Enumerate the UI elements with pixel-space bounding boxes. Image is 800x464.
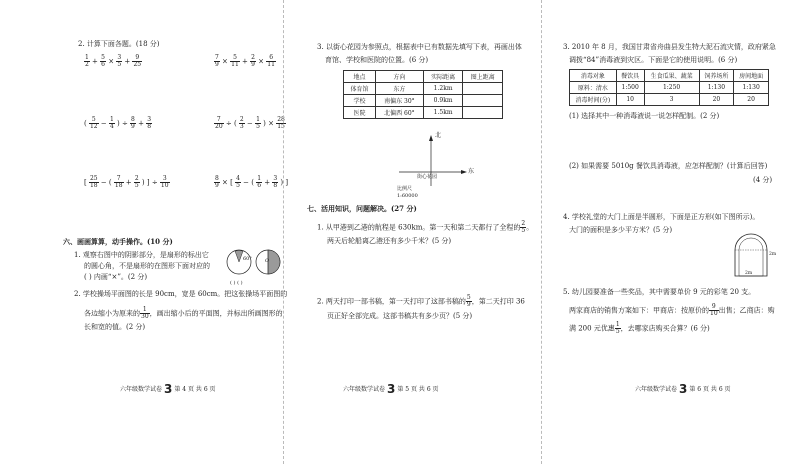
- table-cell: 20: [734, 94, 769, 106]
- q6-1-line2: 的圆心角，不是扇形的在图形下面对应的: [84, 262, 210, 270]
- sector-angle-label: 60°: [243, 256, 252, 262]
- table-header-cell: 生食瓜果、蔬菜: [644, 70, 699, 82]
- disinfectant-table: [569, 69, 769, 106]
- q3-line2: 育馆、学校和医院的位置。(6 分): [325, 56, 429, 64]
- table-cell: 北偏西 60°: [375, 107, 423, 119]
- door-height-label: 2m: [769, 252, 777, 257]
- section6-title: 六、画画算算，动手操作。(10 分): [63, 237, 173, 246]
- table-header-cell: 方向: [375, 71, 423, 83]
- answer-cell[interactable]: [463, 107, 503, 119]
- table-cell: 20: [699, 94, 734, 106]
- q6-2-line3: 长和宽的值。(2 分): [84, 323, 146, 331]
- circle-center-label: O: [265, 258, 270, 264]
- table-header-cell: 餐饮具: [616, 70, 644, 82]
- page-footer: 六年级数学试卷 3 第 5 页 共 6 页: [343, 382, 439, 396]
- table-header-cell: 实际距离: [423, 71, 463, 83]
- table-header-row: [570, 70, 769, 82]
- table-header-cell: 图上距离: [463, 71, 503, 83]
- scale-label: 比例尺: [397, 186, 413, 192]
- table-cell: 消毒时间(分): [570, 94, 617, 106]
- calc-row2-left: ( $\frac{5}{12}$ − $\frac{1}{4}$ ) ÷ $\frac{8}{9}$ + $\frac{3}{8}$: [84, 116, 152, 130]
- east-label: 东: [468, 168, 475, 175]
- page-footer: 六年级数学试卷 3 第 6 页 共 6 页: [635, 382, 731, 396]
- q6-1-line1: 1. 观察右图中的阴影部分，是扇形的标出它: [74, 251, 209, 259]
- table-header-cell: 消毒对象: [570, 70, 617, 82]
- table-row: [570, 82, 769, 94]
- table-cell: 1:130: [734, 82, 769, 94]
- table-header-row: [344, 71, 503, 83]
- q6-1-line3: ( ) 内画“×”。(2 分): [84, 273, 148, 281]
- table-row: [344, 107, 503, 119]
- table-row: [344, 83, 503, 95]
- q3-sub1: (1) 选择其中一种消毒液说一说怎样配制。(2 分): [569, 112, 720, 120]
- q6-2-line1: 2. 学校操场平面图的长是 90cm，宽是 60cm。把这张操场平面图的: [74, 290, 288, 298]
- table-cell: 东方: [375, 83, 423, 95]
- table-cell: 1:500: [616, 82, 644, 94]
- table-header-cell: 房间地面: [734, 70, 769, 82]
- q6-2-line2: 各边缩小为原来的 $\frac{1}{30}$ ，画出缩小后的平面图，并标出所画图形的: [84, 306, 283, 320]
- north-label: 北: [435, 132, 442, 139]
- q3-line2: 调拨“84”消毒液到灾区。下面是它的使用说明。(6 分): [569, 56, 738, 64]
- table-cell: 1.5km: [423, 107, 463, 119]
- q5-line1: 5. 幼儿园要准备一些奖品，其中需要单价 9 元的彩笔 20 支。: [563, 288, 756, 296]
- table-header-cell: 地点: [344, 71, 376, 83]
- q7-2-line2: 页正好全部完成。这部书稿共有多少页？(5 分): [327, 312, 473, 320]
- center-label: 街心花园: [417, 174, 438, 180]
- scale-value: 1:60000: [397, 193, 418, 199]
- table-cell: 1.2km: [423, 83, 463, 95]
- q7-1-line2: 两天后轮船离乙港还有多少千米？(5 分): [327, 237, 452, 245]
- calc-row3-right: $\frac{8}{9}$ × [ $\frac{4}{5}$ − ( $\frac{1}{6}$ + $\frac{3}{8}$ ) ]: [215, 175, 289, 189]
- q3-line1: 3. 2010 年 8 月，我国甘肃省舟曲县发生特大泥石流灾情，政府紧急: [563, 43, 776, 51]
- q5-line3: 满 200 元优惠 $\frac{1}{5}$ ，去哪家店购买合算？(6 分): [569, 321, 710, 335]
- q3-sub2: (2) 如果需要 5010g 餐饮具消毒液，应怎样配制？(计算后回答): [569, 162, 768, 170]
- section7-title: 七、活用知识，问题解决。(27 分): [307, 204, 417, 213]
- sector-figures: [226, 248, 284, 278]
- table-cell: 医院: [344, 107, 376, 119]
- q3-line1: 3. 以街心花园为参照点，根据表中已有数据先填写下表，再画出体: [317, 43, 522, 51]
- calc-row3-left: [ $\frac{25}{18}$ − ( $\frac{7}{18}$ + $\frac{2}{5}$ ) ] ÷ $\frac{3}{10}$: [84, 175, 169, 189]
- calc-row1-left: $\frac{1}{2}$ + $\frac{5}{6}$ × $\frac{3}{5}$ + $\frac{9}{25}$: [85, 54, 142, 68]
- table-cell: 体育馆: [344, 83, 376, 95]
- table-cell: 1:250: [644, 82, 699, 94]
- calc-row2-right: $\frac{7}{20}$ ÷ ( $\frac{2}{3}$ − $\frac{1}{5}$ ) × $\frac{28}{15}$: [215, 116, 285, 130]
- table-cell: 0.9km: [423, 95, 463, 107]
- exam-page-6: [541, 0, 800, 464]
- q5-line2: 两家商店的销售方案如下：甲商店：按原价的 $\frac{9}{10}$ 出售；乙商店：购: [569, 303, 775, 317]
- q4-line1: 4. 学校礼堂的大门上面是半圆形，下面是正方形(如下图所示)。: [563, 213, 760, 221]
- table-cell: 3: [644, 94, 699, 106]
- table-cell: 原料：清水: [570, 82, 617, 94]
- table-cell: 学校: [344, 95, 376, 107]
- calc-row1-right: $\frac{7}{9}$ × $\frac{5}{11}$ + $\frac{2}{9}$ × $\frac{6}{11}$: [215, 54, 275, 68]
- q2-title: 2. 计算下面各题。(18 分): [78, 40, 160, 48]
- exam-page-4: [0, 0, 289, 464]
- q7-2-line1: 2. 两天打印一部书稿，第一天打印了这部书稿的 $\frac{5}{9}$ ，第二天打印 36: [317, 294, 525, 308]
- table-cell: 南偏东 30°: [375, 95, 423, 107]
- table-row: [570, 94, 769, 106]
- table-row: [344, 95, 503, 107]
- q7-1-line1: 1. 从甲港到乙港的航程是 630km。第一天和第二天都行了全程的 $\frac{2}{5}$ 。: [317, 220, 534, 234]
- answer-cell[interactable]: [463, 95, 503, 107]
- q4-line2: 大门的面积是多少平方米？(5 分): [569, 226, 673, 234]
- answer-cell[interactable]: [463, 83, 503, 95]
- location-table: [343, 70, 503, 119]
- table-cell: 1:130: [699, 82, 734, 94]
- table-cell: 10: [616, 94, 644, 106]
- door-width-label: 2m: [745, 271, 753, 276]
- answer-brackets[interactable]: ( ) ( ): [230, 280, 243, 286]
- page-footer: 六年级数学试卷 3 第 4 页 共 6 页: [120, 382, 216, 396]
- exam-page-5: [283, 0, 541, 464]
- table-header-cell: 饲养场所: [699, 70, 734, 82]
- q3-sub2-score: (4 分): [753, 176, 773, 184]
